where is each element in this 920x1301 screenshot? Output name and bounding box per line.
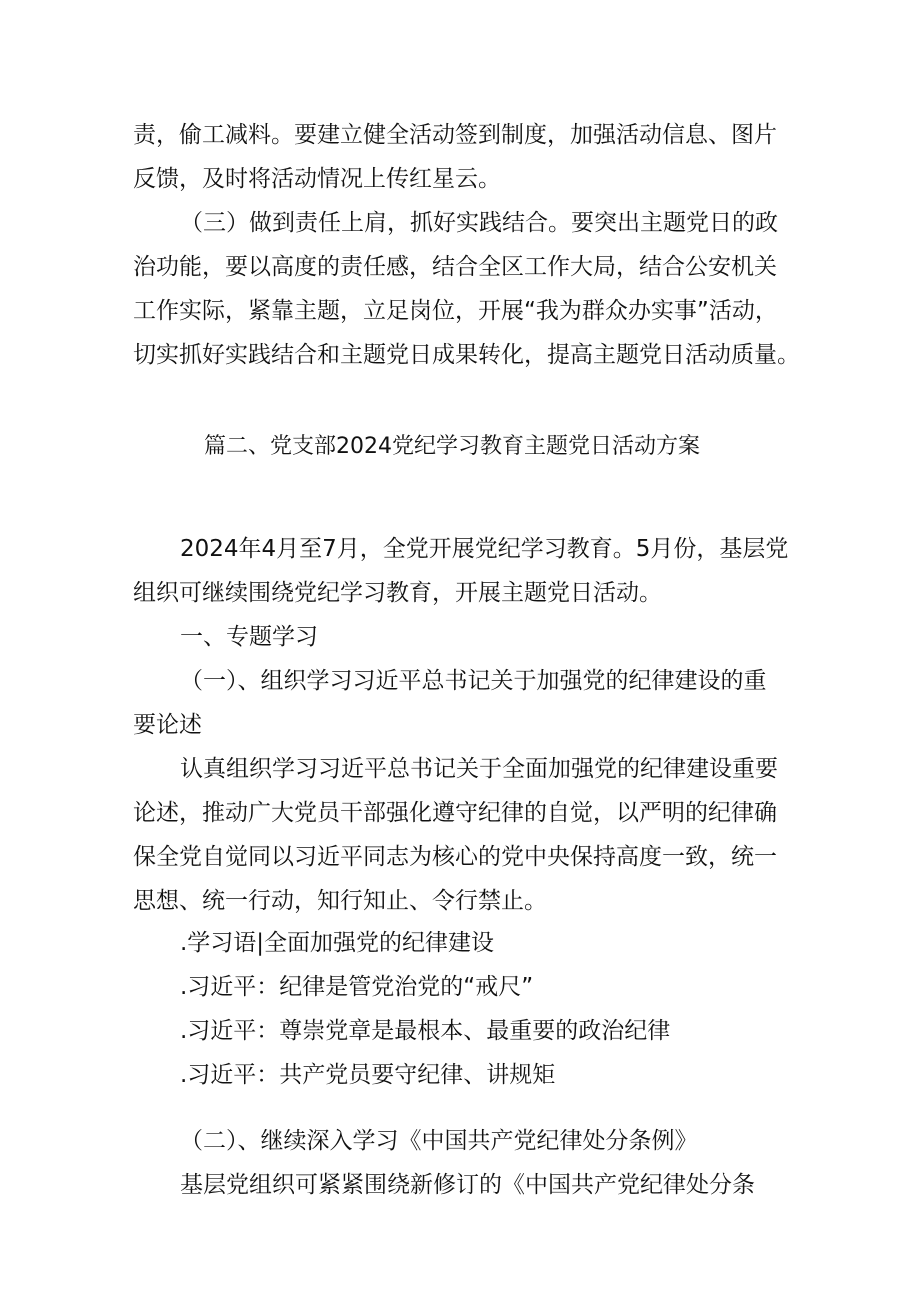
paragraph-line: （三）做到责任上肩，抓好实践结合。要突出主题党日的政 (180, 210, 778, 236)
paragraph-line: 论述，推动广大党员干部强化遵守纪律的自觉，以严明的纪律确 (133, 800, 777, 826)
paragraph-line: 工作实际，紧靠主题，立足岗位，开展“我为群众办实事”活动， (133, 298, 778, 324)
list-item: .学习语|全面加强党的纪律建设 (180, 930, 495, 956)
paragraph-line: 责，偷工减料。要建立健全活动签到制度，加强活动信息、图片 (133, 122, 777, 148)
list-item: .习近平：共产党员要守纪律、讲规矩 (180, 1062, 556, 1088)
section-title: 篇二、党支部2024党纪学习教育主题党日活动方案 (204, 434, 700, 459)
part-heading: 一、专题学习 (180, 624, 318, 650)
paragraph-line: 保全党自觉同以习近平同志为核心的党中央保持高度一致，统一 (133, 844, 777, 870)
subheading-line: （二）、继续深入学习《中国共产党纪律处分条例》 (180, 1128, 698, 1154)
paragraph-line: 治功能，要以高度的责任感，结合全区工作大局，结合公安机关 (133, 254, 777, 280)
paragraph-line: 认真组织学习习近平总书记关于全面加强党的纪律建设重要 (180, 756, 778, 782)
subheading-line: （一）、组织学习习近平总书记关于加强党的纪律建设的重 (180, 668, 767, 694)
paragraph-line: 思想、统一行动，知行知止、令行禁止。 (133, 888, 547, 914)
paragraph-line: 基层党组织可紧紧围绕新修订的《中国共产党纪律处分条 (180, 1172, 755, 1198)
paragraph-line: 2024年4月至7月，全党开展党纪学习教育。5月份，基层党 (180, 536, 789, 562)
list-item: .习近平：纪律是管党治党的“戒尺” (180, 974, 534, 1000)
list-item: .习近平：尊崇党章是最根本、最重要的政治纪律 (180, 1018, 671, 1044)
paragraph-line: 反馈，及时将活动情况上传红星云。 (133, 166, 501, 192)
subheading-line: 要论述 (133, 712, 202, 738)
paragraph-line: 切实抓好实践结合和主题党日成果转化，提高主题党日活动质量。 (133, 342, 800, 368)
paragraph-line: 组织可继续围绕党纪学习教育，开展主题党日活动。 (133, 580, 662, 606)
